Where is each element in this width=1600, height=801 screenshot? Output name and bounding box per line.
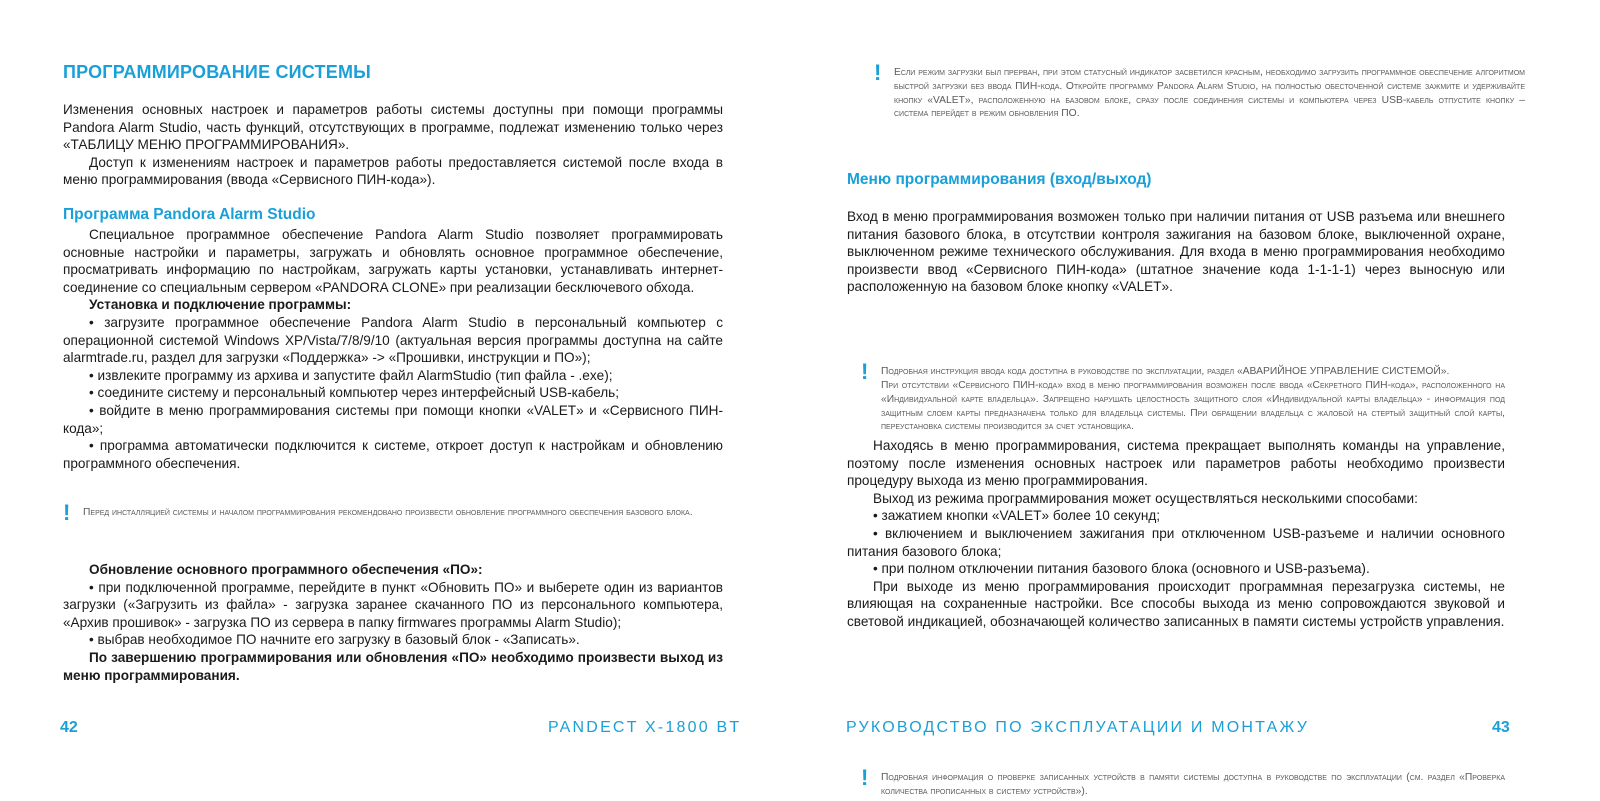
menu-paragraph-4: При выходе из меню программирования происходит программная перезагрузка системы, не влияющая на сохраненные настройки. Все способы выхода из меню сопровождаются звуковой и световой индикацией, обозначающей количество записанных в памяти системы устройств управления. (847, 578, 1505, 629)
menu-paragraph-2: Находясь в меню программирования, система прекращает выполнять команды на управление, поэтому после изменения основных настроек или параметров работы необходимо произвести процедуру выхода из меню программирования. (847, 438, 1505, 489)
note-text: Перед инсталляцией системы и началом программирования рекомендовано произвести обновление программного обеспечения базового блока. (83, 507, 693, 518)
footer-product-name: PANDECT X-1800 BT (548, 719, 742, 736)
exit-item: • зажатием кнопки «VALET» более 10 секунд; (873, 508, 1161, 524)
note-interrupted-load (874, 60, 1525, 121)
menu-intro-block (847, 208, 1505, 296)
exclamation-icon: ! (874, 60, 882, 85)
update-heading: Обновление основного программного обеспечения «ПО»: (89, 562, 483, 577)
menu-subtitle: Меню программирования (вход/выход) (847, 171, 1152, 188)
update-item: • при подключенной программе, перейдите в пункт «Обновить ПО» и выберете один из вариантов загрузки («Загрузить из файла» - загрузка заранее скачанного ПО из персонального компьютера, «Архив прошивок» - загрузка ПО из сервера в папку firmwares программы Alarm Studio); (63, 579, 723, 630)
intro-block (63, 101, 723, 189)
install-item: • извлеките программу из архива и запустите файл AlarmStudio (тип файла - .exe); (89, 367, 613, 383)
page-number-left: 42 (60, 719, 78, 736)
intro-paragraph-1: Изменения основных настроек и параметров работы системы доступны при помощи программы Pandora Alarm Studio, часть функций, отсутствующих в программе, подлежат изменению только через «ТАБЛИЦУ МЕНЮ ПРОГРАММИРОВАНИЯ». (63, 102, 723, 153)
final-instruction: По завершению программирования или обновления «ПО» необходимо произвести выход из меню программирования. (63, 649, 723, 683)
section-title: ПРОГРАММИРОВАНИЕ СИСТЕМЫ (63, 62, 371, 82)
page-number-right: 43 (1492, 719, 1510, 736)
studio-paragraph: Специальное программное обеспечение Pandora Alarm Studio позволяет программировать основные настройки и параметры, загружать и обновлять основное программное обеспечение, просматривать информацию по настройкам, загружать карты установки, устанавливать интернет-соединение со специальным сервером «PANDORA CLONE» при реализации бесключевого обхода. (63, 227, 723, 295)
left-page (63, 0, 723, 683)
install-heading: Установка и подключение программы: (89, 297, 352, 313)
install-item: • войдите в меню программирования системы при помощи кнопки «VALET» и «Сервисного ПИН-кода»; (63, 402, 723, 436)
install-item: • соедините систему и персональный компьютер через интерфейсный USB-кабель; (89, 385, 620, 401)
install-item: • загрузите программное обеспечение Pandora Alarm Studio в персональный компьютер с операционной системой Windows XP/Vista/7/8/9/10 (актуальная версия программы доступна на сайте alarmtrade.ru, раздел для загрузки «Поддержка» -> «Прошивки, инструкции и ПО»); (63, 314, 723, 366)
exclamation-icon: ! (861, 359, 869, 385)
menu-paragraph-3: Выход из режима программирования может осуществляться несколькими способами: (873, 490, 1418, 506)
studio-subtitle: Программа Pandora Alarm Studio (63, 206, 316, 223)
exclamation-icon: ! (861, 765, 869, 791)
menu-exit-block (847, 437, 1505, 631)
note-text: Подробная инструкция ввода кода доступна в руководстве по эксплуатации, раздел «АВАРИЙНОЕ УПРАВЛЕНИЕ СИСТЕМОЙ». (881, 366, 1450, 378)
studio-block (63, 226, 723, 472)
footer-manual-title: РУКОВОДСТВО ПО ЭКСПЛУАТАЦИИ И МОНТАЖУ (846, 719, 1310, 736)
exit-item: • при полном отключении питания базового блока (основного и USB-разъема). (873, 561, 1370, 577)
update-item: • выбрав необходимое ПО начните его загрузку в базовый блок - «Записать». (89, 632, 580, 648)
note-device-check (861, 765, 1505, 799)
install-item: • программа автоматически подключится к системе, откроет доступ к настройкам и обновлению программного обеспечения. (63, 438, 723, 471)
exclamation-icon: ! (63, 500, 71, 525)
note-firmware-update (63, 500, 721, 525)
update-block (63, 561, 723, 684)
intro-paragraph-2: Доступ к изменениям настроек и параметров работы предоставляется системой после входа в меню программирования (ввода «Сервисного ПИН-кода»). (63, 154, 723, 188)
note-pin-code (861, 359, 1505, 434)
note-text: При отсутствии «Сервисного ПИН-кода» вход в меню программирования возможен после ввода «Секретного ПИН-кода», расположенного на «Индивидуальной карте владельца». Запрещено нарушать целостность защитного слоя «Индивидуальной карты владельца» - информация под защитным слоем карты предназначена только для владельца системы. При обращении владельца с жалобой на стертый защитный слой карты, переустановка системы производится за счет установщика. (881, 379, 1505, 433)
note-text: Подробная информация о проверке записанных устройств в памяти системы доступна в руководстве по эксплуатации (см. раздел «Проверка количества прописанных в систему устройств»). (881, 772, 1505, 797)
note-text: Если режим загрузки был прерван, при этом статусный индикатор засветился красным, необходимо загрузить программное обеспечение алгоритмом быстрой загрузки без ввода ПИН-кода. Откройте программу Pandora Alarm Studio, на полностью обесточенной системе зажмите и удерживайте кнопку «VALET», расположенную на базовом блоке, сразу после соединения системы и компьютера через USB-кабель отпустите кнопку – система перейдет в режим обновления ПО. (894, 67, 1525, 120)
exit-item: • включением и выключением зажигания при отключенном USB-разъеме и наличии основного питания базового блока; (847, 525, 1505, 559)
menu-paragraph-1: Вход в меню программирования возможен только при наличии питания от USB разъема или внешнего питания базового блока, в отсутствии контроля зажигания на базовом блоке, выключенной охране, выключенном режиме технического обслуживания. Для входа в меню программирования необходимо произвести ввод «Сервисного ПИН-кода» (штатное значение кода 1-1-1-1) через выносную или расположенную на базовом блоке кнопку «VALET». (847, 209, 1505, 295)
